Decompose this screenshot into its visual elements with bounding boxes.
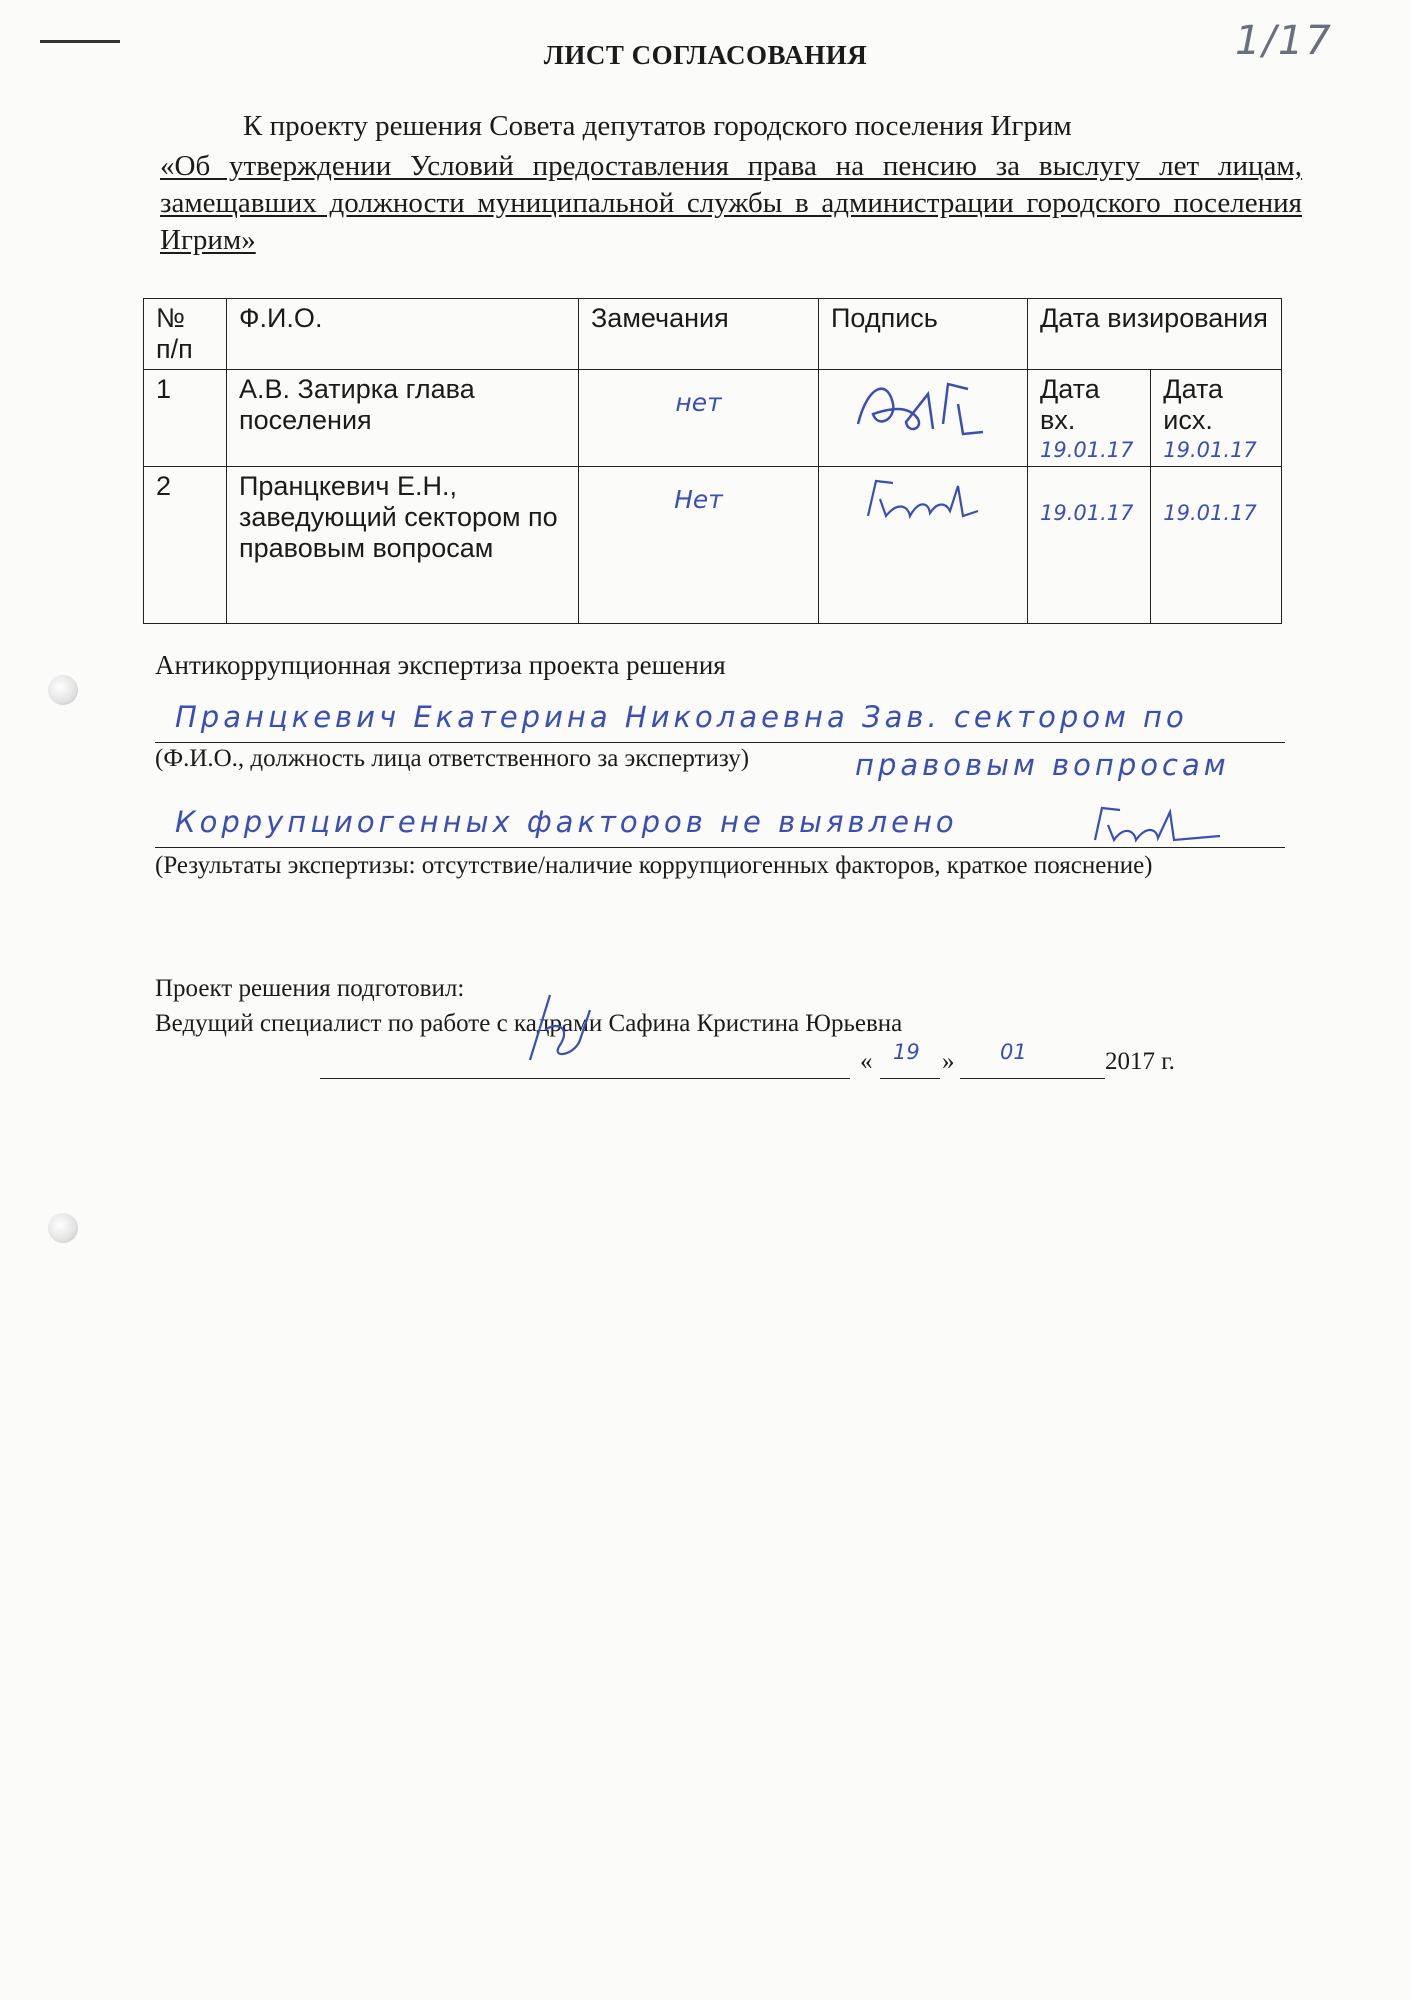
- prepared-position-name: Ведущий специалист по работе с кадрами Сафина Кристина Юрьевна: [155, 1010, 903, 1037]
- expertise-person-handwritten-cont: правовым вопросам: [855, 748, 1230, 782]
- day-line: [880, 1078, 940, 1079]
- row-date-in: [1028, 467, 1151, 624]
- punch-hole: [48, 675, 78, 705]
- month-handwritten: 01: [1000, 1040, 1027, 1064]
- row-num: 2: [144, 467, 227, 624]
- subject-intro: К проекту решения Совета депутатов городского поселения Игрим: [243, 110, 1072, 142]
- header-signature: Подпись: [819, 299, 1028, 370]
- remark-handwritten: Нет: [674, 485, 723, 514]
- remark-handwritten: нет: [675, 388, 722, 417]
- approval-table: [143, 298, 1282, 624]
- row-remark: [579, 467, 819, 624]
- date-open-quote: «: [860, 1048, 873, 1075]
- date-out-handwritten: 19.01.17: [1163, 501, 1257, 525]
- signature-image: [1090, 800, 1240, 850]
- row-signature: [819, 467, 1028, 624]
- header-num: № п/п: [144, 299, 227, 370]
- subject-name-text: «Об утверждении Условий предоставления права на пенсию за выслугу лет лицам, замещавших должности муниципальной службы в администрации городского поселения Игрим»: [160, 150, 1302, 256]
- row-fio: А.В. Затирка глава поселения: [227, 370, 579, 467]
- person-caption: (Ф.И.О., должность лица ответственного за экспертизу): [155, 745, 750, 772]
- punch-hole: [48, 1213, 78, 1243]
- row-fio: Пранцкевич Е.Н., заведующий сектором по правовым вопросам: [227, 467, 579, 624]
- header-remarks: Замечания: [579, 299, 819, 370]
- table-row: [144, 467, 1282, 624]
- date-in-handwritten: 19.01.17: [1040, 501, 1134, 525]
- date-in-label: Дата вх.: [1040, 374, 1100, 435]
- day-handwritten: 19: [893, 1040, 920, 1064]
- expertise-title: Антикоррупционная экспертиза проекта решения: [155, 650, 726, 680]
- date-in-handwritten: 19.01.17: [1040, 438, 1134, 462]
- table-row: [144, 370, 1282, 467]
- expertise-result-handwritten: Коррупциогенных факторов не выявлено: [175, 805, 958, 839]
- page-number: 1/17: [1235, 18, 1333, 64]
- table-header-row: [144, 299, 1282, 370]
- prepared-label: Проект решения подготовил:: [155, 975, 465, 1002]
- month-line: [960, 1078, 1105, 1079]
- signature-line: [320, 1078, 850, 1079]
- date-close-quote: »: [942, 1048, 955, 1075]
- subject-name: [160, 148, 1302, 259]
- header-fio: Ф.И.О.: [227, 299, 579, 370]
- signature-image: [858, 471, 988, 531]
- row-num: 1: [144, 370, 227, 467]
- row-date-out: [1151, 467, 1282, 624]
- row-remark: [579, 370, 819, 467]
- row-signature: [819, 370, 1028, 467]
- document-title: ЛИСТ СОГЛАСОВАНИЯ: [543, 40, 868, 70]
- header-date: Дата визирования: [1028, 299, 1282, 370]
- date-out-label: Дата исх.: [1163, 374, 1224, 435]
- fill-line: [155, 742, 1285, 743]
- fill-line: [155, 847, 1285, 848]
- row-date-in: [1028, 370, 1151, 467]
- year-text: 2017 г.: [1105, 1048, 1175, 1075]
- result-caption: (Результаты экспертизы: отсутствие/наличие коррупциогенных факторов, краткое пояснение): [155, 852, 1153, 879]
- signature-image: [848, 374, 998, 444]
- row-date-out: [1151, 370, 1282, 467]
- expertise-person-handwritten: Пранцкевич Екатерина Николаевна Зав. сектором по: [175, 700, 1188, 734]
- signature-image: [520, 990, 600, 1070]
- date-out-handwritten: 19.01.17: [1163, 438, 1257, 462]
